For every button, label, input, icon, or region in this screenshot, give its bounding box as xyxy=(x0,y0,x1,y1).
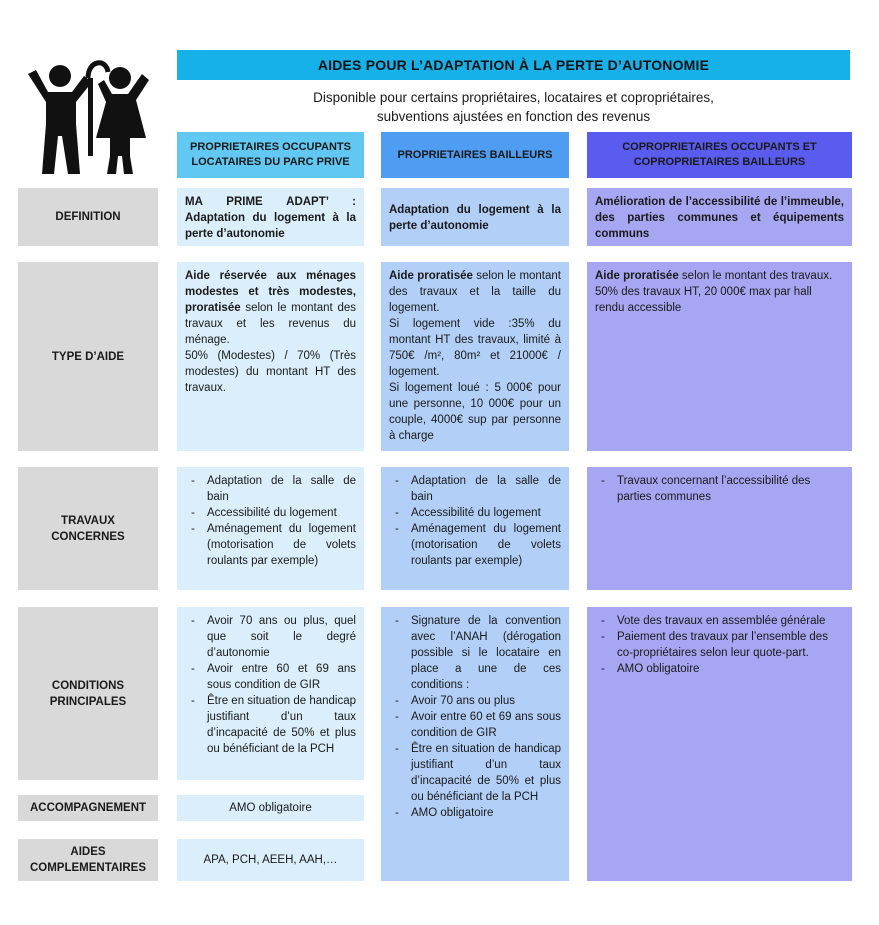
row-header-aides-line2: COMPLEMENTAIRES xyxy=(29,862,147,874)
conditions-coproprietaires xyxy=(587,607,852,881)
type-occupants-bold: Aide réservée aux ménages modestes et très modestes, proratisée xyxy=(185,270,356,314)
row-header-conditions xyxy=(18,607,158,780)
list-item: - Être en situation de handicap justifiant d’un taux d’incapacité de 50% et plus ou bénéficiant de la PCH xyxy=(389,741,561,805)
type-bailleurs xyxy=(381,262,569,451)
list-item: - AMO obligatoire xyxy=(595,661,844,677)
list-item: - Adaptation de la salle de bain xyxy=(389,473,561,505)
travaux-bailleurs xyxy=(381,467,569,590)
column-header-occupants xyxy=(177,132,364,178)
list-item: - Avoir 70 ans ou plus, quel que soit le degré d’autonomie xyxy=(185,613,356,661)
row-header-aides-line1: AIDES xyxy=(70,846,106,858)
type-occupants-p1 xyxy=(185,268,356,348)
row-header-travaux-line1: TRAVAUX xyxy=(61,514,115,527)
list-item: - Accessibilité du logement xyxy=(185,505,356,521)
type-copro-bold: Aide proratisée xyxy=(595,270,679,282)
column-header-bailleurs-line1: PROPRIETAIRES BAILLEURS xyxy=(397,148,553,161)
accompagnement-occupants: AMO obligatoire xyxy=(177,795,364,821)
column-header-occupants-line2: LOCATAIRES DU PARC PRIVE xyxy=(191,156,350,168)
list-item: - Paiement des travaux par l’ensemble des co-propriétaires selon leur quote-part. xyxy=(595,629,844,661)
column-header-copro-line2: COPROPRIETAIRES BAILLEURS xyxy=(633,156,806,168)
type-bailleurs-text: selon le montant des travaux et la taille du logement. xyxy=(389,270,561,314)
type-copro-p2: 50% des travaux HT, 20 000€ max par hall rendu accessible xyxy=(595,286,812,314)
list-item: - AMO obligatoire xyxy=(389,805,561,821)
row-header-conditions-line2: PRINCIPALES xyxy=(49,695,127,708)
subtitle-line-2: subventions ajustées en fonction des revenus xyxy=(376,109,651,124)
row-header-conditions-line1: CONDITIONS xyxy=(51,679,125,692)
list-item: - Avoir 70 ans ou plus xyxy=(389,693,561,709)
column-header-coproprietaires xyxy=(587,132,852,178)
definition-bailleurs: Adaptation du logement à la perte d’autonomie xyxy=(381,188,569,246)
row-header-type: TYPE D’AIDE xyxy=(18,262,158,451)
type-occupants xyxy=(177,262,364,451)
list-item: - Être en situation de handicap justifiant d’un taux d’incapacité de 50% et plus ou bénéficiant de la PCH xyxy=(185,693,356,757)
page-title: AIDES POUR L’ADAPTATION À LA PERTE D’AUTONOMIE xyxy=(177,50,850,80)
travaux-coproprietaires xyxy=(587,467,852,590)
conditions-bailleurs xyxy=(381,607,569,881)
type-bailleurs-bold: Aide proratisée xyxy=(389,270,473,282)
row-header-travaux xyxy=(18,467,158,590)
type-bailleurs-p2: Si logement vide :35% du montant HT des travaux, limité à 750€ /m², 80m² et 21000€ / logement. xyxy=(389,318,561,378)
type-occupants-text: selon le montant des travaux et les revenus du ménage. xyxy=(185,302,356,346)
list-item: - Avoir entre 60 et 69 ans sous condition de GIR xyxy=(389,709,561,741)
list-item: - Adaptation de la salle de bain xyxy=(185,473,356,505)
list-item: - Aménagement du logement (motorisation de volets roulants par exemple) xyxy=(185,521,356,569)
column-header-bailleurs xyxy=(381,132,569,178)
type-bailleurs-p1 xyxy=(389,268,561,316)
row-header-definition: DEFINITION xyxy=(18,188,158,246)
list-item: - Accessibilité du logement xyxy=(389,505,561,521)
type-occupants-p2: 50% (Modestes) / 70% (Très modestes) du montant HT des travaux. xyxy=(185,350,356,394)
list-item: - Signature de la convention avec l’ANAH (dérogation possible si le locataire en place a une de ces conditions : xyxy=(389,613,561,693)
definition-coproprietaires: Amélioration de l’accessibilité de l’immeuble, des parties communes et équipements communs xyxy=(587,188,852,246)
subtitle-line-1: Disponible pour certains propriétaires, locataires et copropriétaires, xyxy=(313,90,714,105)
list-item: - Travaux concernant l’accessibilité des parties communes xyxy=(595,473,844,505)
elderly-couple-icon xyxy=(26,56,150,174)
page-subtitle xyxy=(177,88,850,126)
travaux-occupants xyxy=(177,467,364,590)
row-header-aides xyxy=(18,839,158,881)
row-header-travaux-line2: CONCERNES xyxy=(51,530,125,543)
list-item: - Avoir entre 60 et 69 ans sous condition de GIR xyxy=(185,661,356,693)
aides-occupants: APA, PCH, AEEH, AAH,… xyxy=(177,839,364,881)
list-item: - Aménagement du logement (motorisation de volets roulants par exemple) xyxy=(389,521,561,569)
type-bailleurs-p3: Si logement loué : 5 000€ pour une personne, 10 000€ pour un couple, 4000€ sup par personne à charge xyxy=(389,382,561,442)
type-copro-p1 xyxy=(595,268,844,284)
definition-occupants: MA PRIME ADAPT’ : Adaptation du logement à la perte d’autonomie xyxy=(177,188,364,246)
type-copro-text: selon le montant des travaux. xyxy=(678,270,833,282)
column-header-copro-line1: COPROPRIETAIRES OCCUPANTS ET xyxy=(622,141,817,153)
column-header-occupants-line1: PROPRIETAIRES OCCUPANTS xyxy=(190,141,351,153)
conditions-occupants xyxy=(177,607,364,780)
row-header-accompagnement: ACCOMPAGNEMENT xyxy=(18,795,158,821)
type-coproprietaires xyxy=(587,262,852,451)
list-item: - Vote des travaux en assemblée générale xyxy=(595,613,844,629)
